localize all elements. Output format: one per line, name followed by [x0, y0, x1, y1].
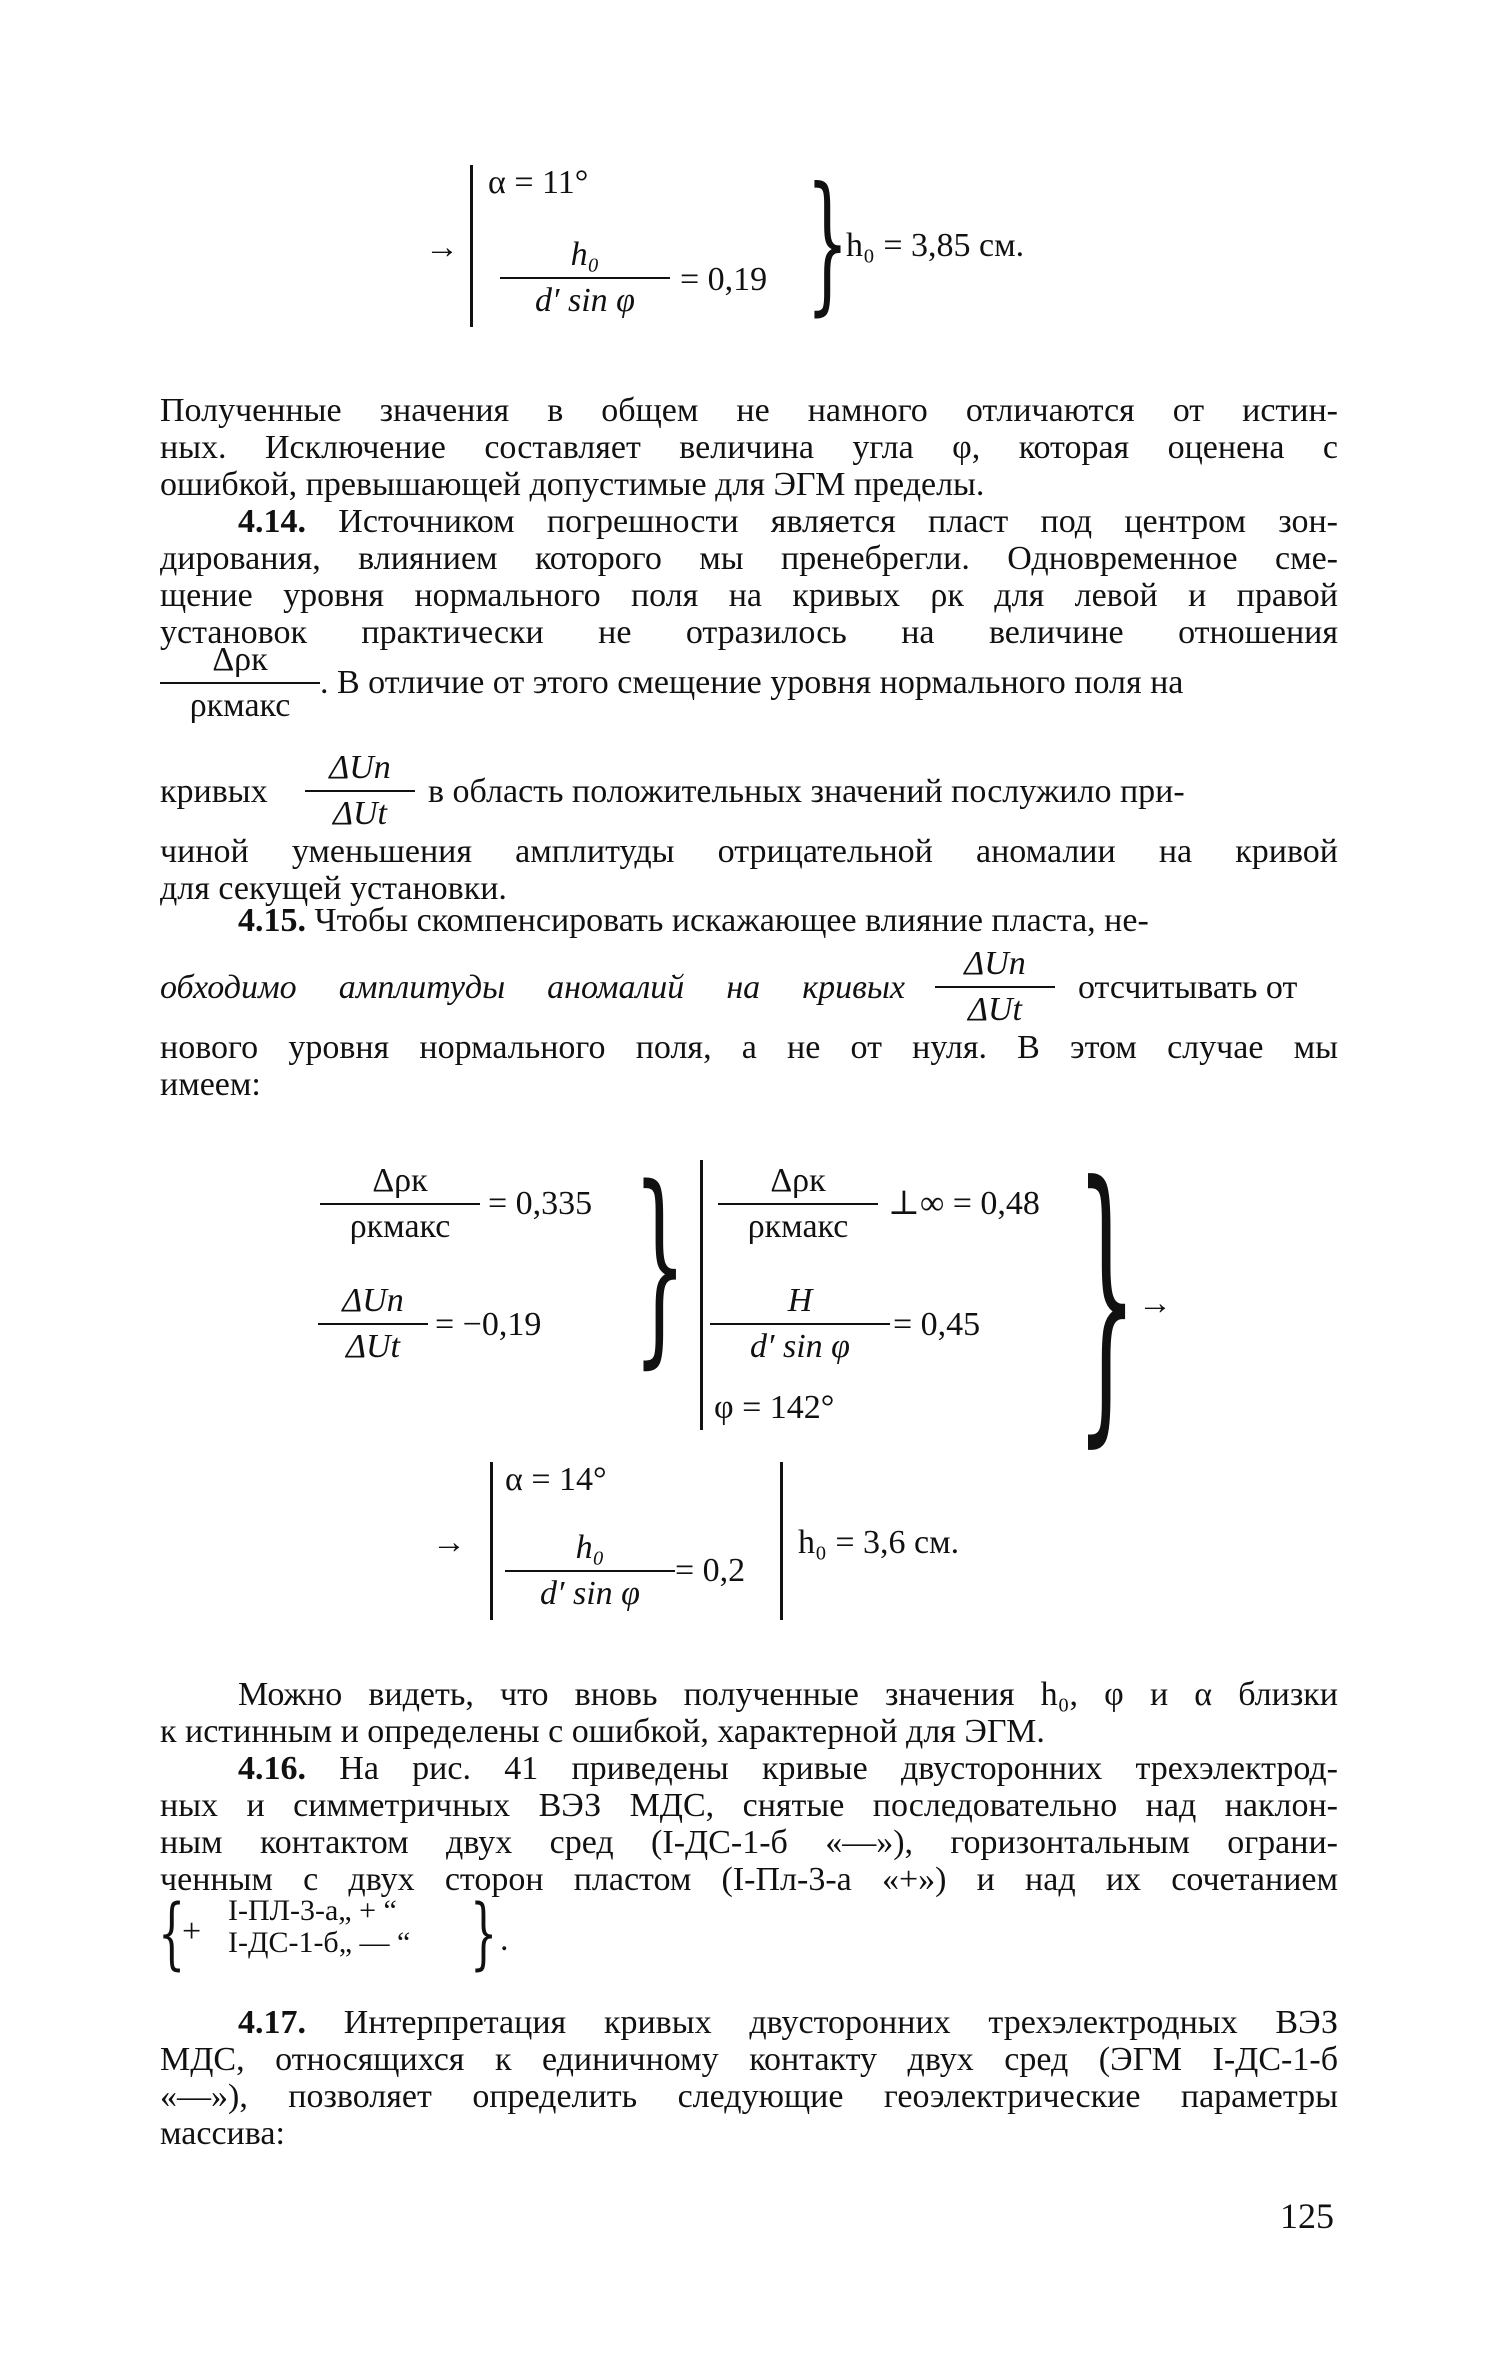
paragraph-4-17 [160, 2004, 1338, 2152]
text-line: Полученные значения в общем не намного отличаются от истин- [160, 392, 1338, 429]
paragraph-conclusion [160, 1676, 1338, 1750]
text-line: 4.17. Интерпретация кривых двусторонних трехэлектродных ВЭЗ [238, 2004, 1339, 2041]
h0-fraction [505, 1530, 675, 1612]
rho-fraction [320, 1163, 480, 1245]
right-brace: } [806, 156, 849, 330]
fraction-value: = 0,19 [680, 261, 768, 298]
fraction-denominator: ρкмакс [160, 682, 320, 724]
du-fraction [305, 750, 415, 832]
text-line: для секущей установки. [160, 870, 507, 907]
system-left-bar [470, 165, 473, 327]
combo-top: I-ПЛ-3-а„ + “ [228, 1894, 397, 1927]
text-line: «—»), позволяет определить следующие геоэлектрические параметры [160, 2078, 1338, 2115]
fraction-numerator: Δρк [212, 641, 268, 678]
fraction-denominator: ΔUt [305, 790, 415, 832]
phi-value: φ = 142° [714, 1389, 835, 1426]
fraction-numerator: Δρк [770, 1162, 826, 1199]
implies-arrow: → [425, 229, 459, 266]
du-fraction [935, 946, 1055, 1028]
text-line: ных и симметричных ВЭЗ МДС, снятые последовательно над наклон- [160, 1787, 1338, 1824]
alpha-value: α = 14° [505, 1461, 607, 1498]
text-line: ченным с двух сторон пластом (I-Пл-3-а «+») и над их сочетанием [160, 1861, 1338, 1898]
text-line: в область положительных значений послужило при- [428, 773, 1185, 810]
h0-result: h₀ = 3,6 см. [798, 1524, 960, 1561]
paragraph-4-16 [160, 1750, 1338, 1898]
rho-fraction [718, 1163, 878, 1245]
h-fraction [710, 1283, 890, 1365]
du-fraction [318, 1283, 428, 1365]
plus-sign: + [182, 1913, 202, 1950]
right-brace: } [1076, 1123, 1138, 1472]
text-line: 4.15. Чтобы скомпенсировать искажающее влияние пласта, не- [238, 902, 1149, 939]
fraction-numerator: h₀ [575, 1529, 605, 1566]
page-number: 125 [1280, 2196, 1334, 2236]
fraction-numerator: h₀ [570, 236, 600, 273]
equation-value: ⊥∞ = 0,48 [888, 1185, 1040, 1222]
text-line: 4.16. На рис. 41 приведены кривые двусторонних трехэлектрод- [238, 1750, 1339, 1787]
paragraph-4-15-tail [160, 1029, 1338, 1103]
fraction-denominator: ΔUt [935, 986, 1055, 1028]
text-line: отсчитывать от [1078, 969, 1298, 1006]
equation-value: = 0,335 [488, 1185, 593, 1222]
text-line: МДС, относящихся к единичному контакту двух сред (ЭГМ I-ДС-1-б [160, 2041, 1338, 2078]
right-brace: } [470, 1889, 498, 1979]
right-brace: } [633, 1142, 687, 1387]
implies-arrow: → [432, 1524, 466, 1561]
section-number: 4.17. [238, 2004, 306, 2041]
text-line: щение уровня нормального поля на кривых ρк для левой и правой [160, 577, 1338, 614]
implies-arrow: → [1138, 1285, 1172, 1322]
fraction-denominator: ρкмакс [320, 1203, 480, 1245]
text-line: имеем: [160, 1066, 261, 1103]
system-left-bar [490, 1462, 493, 1620]
fraction-value: = 0,2 [675, 1552, 746, 1589]
fraction-numerator: ΔUп [329, 749, 391, 786]
text-line: ным контактом двух сред (I-ДС-1-б «—»), горизонтальным ограни- [160, 1824, 1338, 1861]
text-line: чиной уменьшения амплитуды отрицательной аномалии на кривой [160, 833, 1338, 870]
fraction-denominator: d′ sin φ [500, 277, 670, 319]
text-line: ных. Исключение составляет величина угла φ, которая оценена с [160, 429, 1338, 466]
equation-value: = −0,19 [435, 1306, 542, 1343]
text-line: обходимо амплитуды аномалий на кривых [160, 969, 905, 1006]
text-line: нового уровня нормального поля, а не от нуля. В этом случае мы [160, 1029, 1338, 1066]
text-line: кривых [160, 773, 268, 810]
paragraph-results [160, 392, 1338, 503]
text-line: установок практически не отразилось на величине отношения [160, 614, 1338, 651]
left-brace: { [158, 1889, 186, 1979]
fraction-denominator: ΔUt [318, 1323, 428, 1365]
rho-fraction [160, 642, 320, 724]
text-line: к истинным и определены с ошибкой, характерной для ЭГМ. [160, 1713, 1045, 1750]
text-line: массива: [160, 2115, 285, 2152]
text-line: . В отличие от этого смещение уровня нормального поля на [320, 664, 1184, 701]
section-number: 4.16. [238, 1750, 306, 1787]
alpha-value: α = 11° [488, 164, 589, 201]
section-number: 4.14. [238, 503, 306, 540]
h0-fraction [500, 237, 670, 319]
text-line: ошибкой, превышающей допустимые для ЭГМ пределы. [160, 466, 985, 503]
section-number: 4.15. [238, 902, 306, 939]
text-line: дирования, влиянием которого мы пренебрегли. Одновременное сме- [160, 540, 1338, 577]
text-line: Можно видеть, что вновь полученные значения h₀, φ и α близки [238, 1676, 1338, 1713]
fraction-numerator: ΔUп [964, 945, 1026, 982]
fraction-numerator: H [787, 1282, 813, 1319]
paragraph-4-14 [160, 503, 1338, 651]
period: . [500, 1921, 509, 1958]
h0-result: h₀ = 3,85 см. [846, 227, 1025, 264]
paragraph-4-14-tail [160, 833, 1338, 907]
fraction-denominator: d′ sin φ [505, 1570, 675, 1612]
equation-value: = 0,45 [893, 1306, 981, 1343]
fraction-numerator: Δρк [372, 1162, 428, 1199]
fraction-denominator: d′ sin φ [710, 1323, 890, 1365]
combo-bottom: I-ДС-1-б„ — “ [228, 1926, 411, 1959]
fraction-denominator: ρкмакс [718, 1203, 878, 1245]
fraction-numerator: ΔUп [342, 1282, 404, 1319]
system-left-bar [700, 1160, 703, 1430]
system-right-bar [780, 1462, 783, 1620]
text-line: 4.14. Источником погрешности является пласт под центром зон- [238, 503, 1338, 540]
